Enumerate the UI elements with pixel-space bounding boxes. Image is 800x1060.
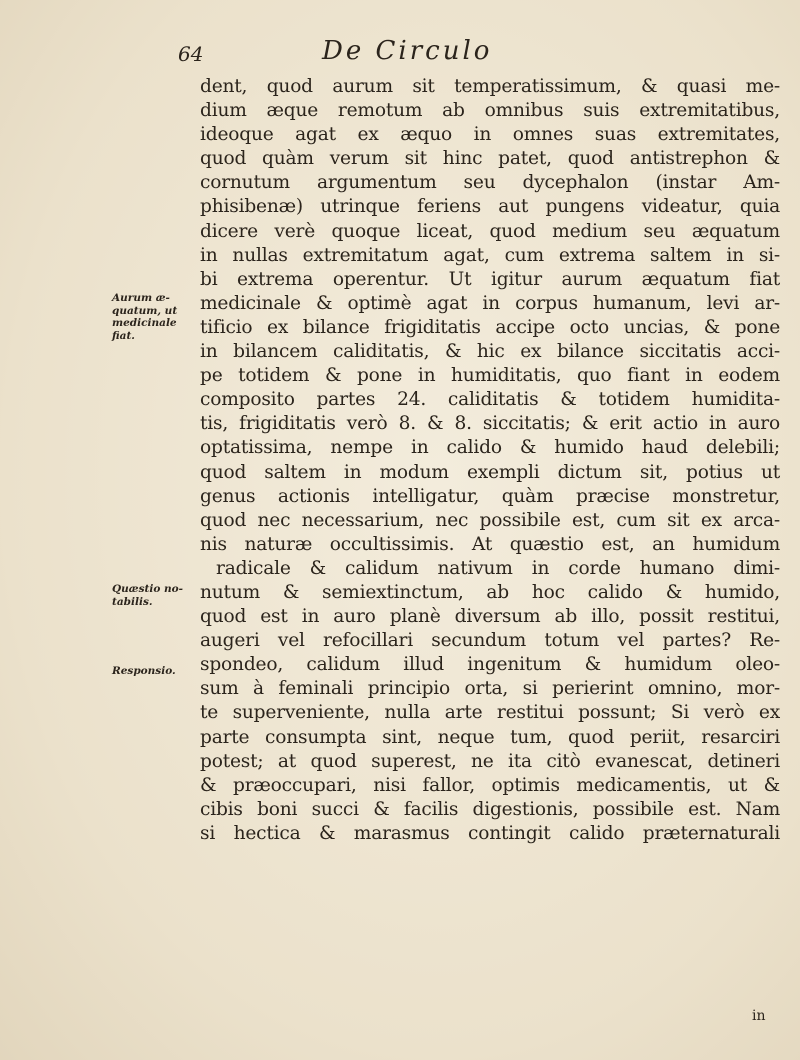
margin-note-quaestio: Quæstio no- tabilis. <box>112 583 183 608</box>
text-line: nutum & semiextinctum, ab hoc calido & humido, <box>200 581 780 603</box>
page-header <box>0 28 800 68</box>
text-line: potest; at quod superest, ne ita citò evanescat, detineri <box>200 750 780 772</box>
page-number: 64 <box>178 42 204 66</box>
margin-note-responsio: Responsio. <box>112 665 176 677</box>
text-line: ideoque agat ex æquo in omnes suas extremitates, <box>200 124 780 146</box>
running-title: De Circulo <box>322 36 493 66</box>
text-line: sum à feminali principio orta, si perierint omnino, mor- <box>200 678 780 700</box>
text-line: parte consumpta sint, neque tum, quod periit, resarciri <box>200 726 780 748</box>
text-line: in bilancem caliditatis, & hic ex bilance siccitatis acci- <box>200 341 780 363</box>
text-line: spondeo, calidum illud ingenitum & humidum oleo- <box>200 654 780 676</box>
text-line: medicinale & optimè agat in corpus humanum, levi ar- <box>200 292 780 314</box>
text-line: genus actionis intelligatur, quàm præcise monstretur, <box>200 485 780 507</box>
text-line: quod saltem in modum exempli dictum sit, potius ut <box>200 461 780 483</box>
text-line: te superveniente, nulla arte restitui possunt; Si verò ex <box>200 702 780 724</box>
text-line: pe totidem & pone in humiditatis, quo fiant in eodem <box>200 365 780 387</box>
margin-note-aurum: Aurum æ- quatum, ut medicinale fiat. <box>112 292 178 342</box>
text-line: & præoccupari, nisi fallor, optimis medicamentis, ut & <box>200 774 780 796</box>
catchword: in <box>752 1008 766 1024</box>
text-line: quod quàm verum sit hinc patet, quod antistrephon & <box>200 148 780 170</box>
text-line: quod est in auro planè diversum ab illo, possit restitui, <box>200 606 780 628</box>
text-line: cibis boni succi & facilis digestionis, possibile est. Nam <box>200 798 780 820</box>
body-text <box>200 75 780 846</box>
text-line: quod nec necessarium, nec possibile est, cum sit ex arca- <box>200 509 780 531</box>
text-line: in nullas extremitatum agat, cum extrema saltem in si- <box>200 244 780 266</box>
text-line: tificio ex bilance frigiditatis accipe octo uncias, & pone <box>200 316 780 338</box>
text-line: cornutum argumentum seu dycephalon (instar Am- <box>200 172 780 194</box>
text-line: composito partes 24. caliditatis & totidem humidita- <box>200 389 780 411</box>
text-line: dicere verè quoque liceat, quod medium seu æquatum <box>200 220 780 242</box>
text-line: bi extrema operentur. Ut igitur aurum æquatum fiat <box>200 268 780 290</box>
text-line: dium æque remotum ab omnibus suis extremitatibus, <box>200 100 780 122</box>
text-line: phisibenæ) utrinque feriens aut pungens videatur, quia <box>200 196 780 218</box>
text-line: dent, quod aurum sit temperatissimum, & quasi me- <box>200 76 780 97</box>
text-line: radicale & calidum nativum in corde humano dimi- <box>216 557 780 579</box>
text-line: augeri vel refocillari secundum totum vel partes? Re- <box>200 630 780 652</box>
text-line: tis, frigiditatis verò 8. & 8. siccitatis; & erit actio in auro <box>200 413 780 435</box>
text-line: nis naturæ occultissimis. At quæstio est, an humidum <box>200 533 780 555</box>
text-line: optatissima, nempe in calido & humido haud delebili; <box>200 437 780 459</box>
text-line: si hectica & marasmus contingit calido præternaturali <box>200 822 780 844</box>
